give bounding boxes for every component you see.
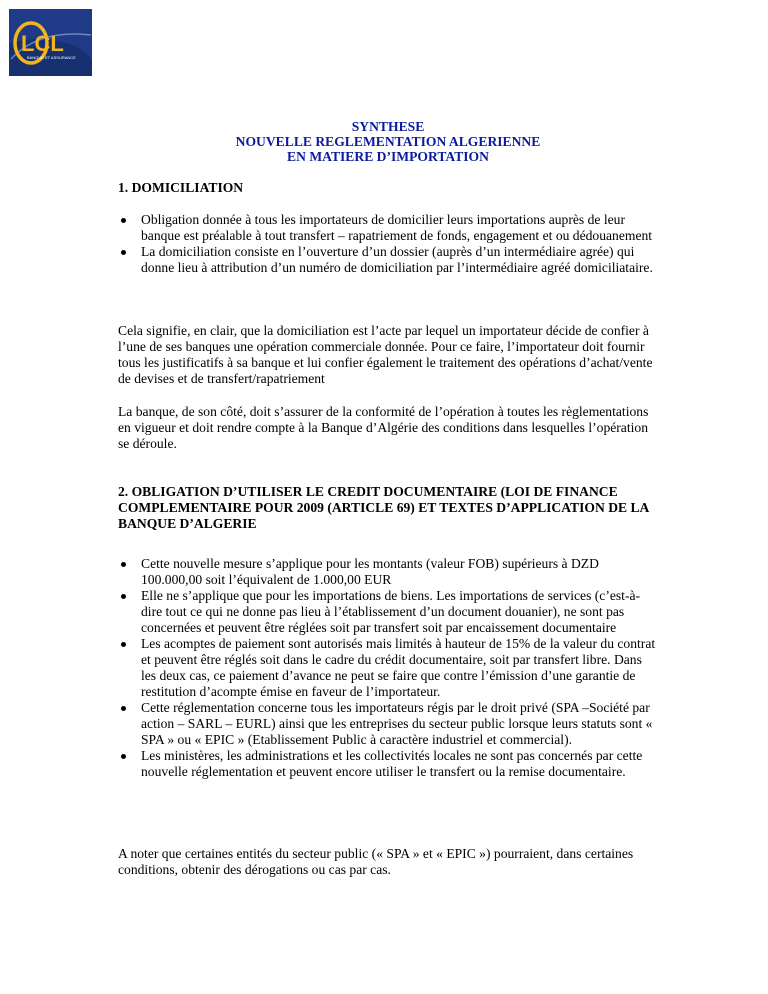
- section-1-paragraph-1: Cela signifie, en clair, que la domiciliation est l’acte par lequel un importateur décide de confier à l’une de ses banques une opération commerciale donnée. Pour ce faire, l’importateur doit fournir tous les justificatifs à sa banque et lui confier également le traitement des opérations d’achat/vente de devises et de transfert/rapatriement: [118, 323, 653, 386]
- section-1-heading: 1. DOMICILIATION: [118, 180, 244, 195]
- list-item: Les acomptes de paiement sont autorisés mais limités à hauteur de 15% de la valeur du contrat et peuvent être réglés soit dans le cadre du crédit documentaire, soit par transfert libre. Dans les deux cas, ce paiement d’avance ne peut se faire que contre l’émission d’une garantie de restitution d’acompte émise en faveur de l’importateur.: [118, 636, 658, 700]
- title-line-1: SYNTHESE: [351, 119, 425, 134]
- section-1-bullets: [118, 212, 658, 276]
- list-item: Cette nouvelle mesure s’applique pour les montants (valeur FOB) supérieurs à DZD 100.000,00 soit l’équivalent de 1.000,00 EUR: [118, 556, 658, 588]
- section-2-heading: 2. OBLIGATION D’UTILISER LE CREDIT DOCUMENTAIRE (LOI DE FINANCE COMPLEMENTAIRE POUR 2009 (ARTICLE 69) ET TEXTES D’APPLICATION DE LA BANQUE D’ALGERIE: [118, 484, 649, 531]
- logo-tagline: BANQUE ET ASSURANCE: [27, 55, 76, 60]
- bullet-icon: [121, 706, 126, 711]
- section-2-bullets: [118, 556, 658, 780]
- list-item: Cette réglementation concerne tous les importateurs régis par le droit privé (SPA –Société par action – SARL – EURL) ainsi que les entreprises du secteur public lorsque leurs statuts sont « SPA » ou « EPIC » (Etablissement Public à caractère industriel et commercial).: [118, 700, 658, 748]
- lcl-logo: [9, 9, 92, 76]
- section-2-paragraph: A noter que certaines entités du secteur public (« SPA » et « EPIC ») pourraient, dans certaines conditions, obtenir des dérogations ou cas par cas.: [118, 846, 634, 877]
- title-line-2: NOUVELLE REGLEMENTATION ALGERIENNE: [235, 134, 541, 149]
- document-title: [118, 119, 658, 164]
- logo-text: LCL: [21, 31, 64, 56]
- bullet-icon: [121, 218, 126, 223]
- bullet-icon: [121, 594, 126, 599]
- list-item: Elle ne s’applique que pour les importations de biens. Les importations de services (c’est-à-dire tout ce qui ne donne pas lieu à l’établissement d’un document douanier), ne sont pas concernées et peuvent être réglées soit par transfert soit par encaissement documentaire: [118, 588, 658, 636]
- bullet-icon: [121, 754, 126, 759]
- bullet-icon: [121, 642, 126, 647]
- title-line-3: EN MATIERE D’IMPORTATION: [287, 149, 489, 164]
- bullet-icon: [121, 250, 126, 255]
- list-item: Les ministères, les administrations et les collectivités locales ne sont pas concernés par cette nouvelle réglementation et peuvent encore utiliser le transfert ou la remise documentaire.: [118, 748, 658, 780]
- list-item: La domiciliation consiste en l’ouverture d’un dossier (auprès d’un intermédiaire agrée) qui donne lieu à attribution d’un numéro de domiciliation par l’intermédiaire agréé domiciliataire.: [118, 244, 658, 276]
- section-1-paragraph-2: La banque, de son côté, doit s’assurer de la conformité de l’opération à toutes les règlementations en vigueur et doit rendre compte à la Banque d’Algérie des conditions dans lesquelles l’opération se déroule.: [118, 404, 649, 451]
- list-item: Obligation donnée à tous les importateurs de domicilier leurs importations auprès de leur banque est préalable à tout transfert – rapatriement de fonds, engagement et ou dédouanement: [118, 212, 658, 244]
- bullet-icon: [121, 562, 126, 567]
